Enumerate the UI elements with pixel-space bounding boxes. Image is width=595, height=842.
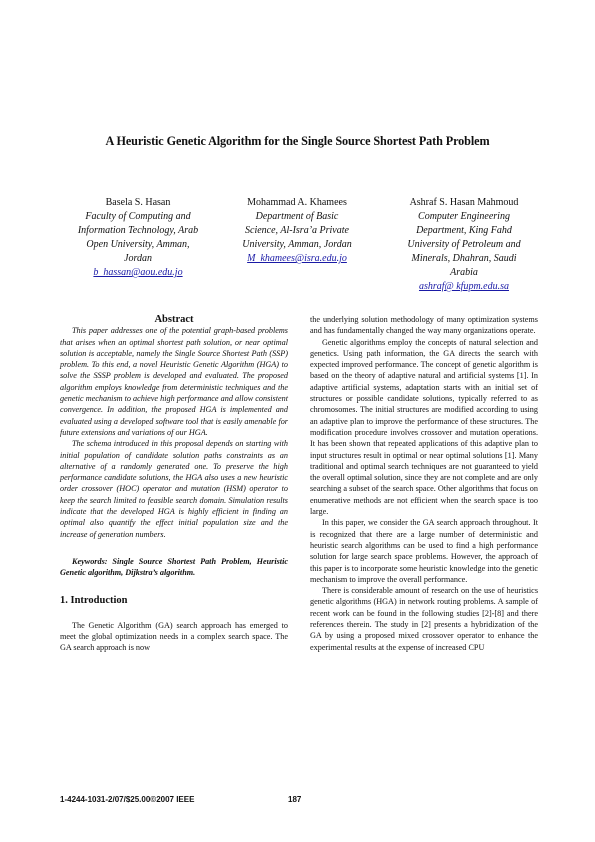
author-affiliation-line: Arabia [450, 267, 478, 278]
abstract-paragraph: The schema introduced in this proposal depends on starting with initial population of candidate solution paths constraints as an alternative of a randomly generated one. To preserve the high performance candidate solutions, the HGA also uses a new heuristic order crossover (HOC) operator and mutation (HSM) operator to keep the search limited to feasible search domain. Simulation results indicate that the developed HGA is highly efficient in finding an optimal also quantify the effect initial population size and the increase of generation numbers. [60, 439, 288, 539]
author-affiliation-line: Open University, Amman, [86, 239, 190, 250]
author-affiliation-line: University, Amman, Jordan [242, 239, 352, 250]
author-affiliation-line: Department of Basic [255, 211, 339, 222]
author-email-link[interactable]: ashraf@ kfupm.edu.sa [418, 281, 510, 292]
author-block-3 [384, 196, 544, 294]
author-email-link[interactable]: b_hassan@aou.edu.jo [93, 267, 183, 278]
body-paragraph: There is considerable amount of research on the use of heuristics genetic algorithms (HGA) in network routing problems. A sample of recent work can be found in the following studies [2]-[8] and there references therein. The study in [2] presents a hybridization of the GA by using a proposed mixed crossover operator to enhance the experimental results at the expense of increased CPU [310, 586, 538, 652]
author-affiliation-line: Information Technology, Arab [77, 225, 199, 236]
author-block-1 [58, 196, 218, 280]
author-affiliation-line: Computer Engineering [418, 211, 510, 222]
section-heading: 1. Introduction [60, 594, 128, 606]
abstract-paragraph: This paper addresses one of the potential graph-based problems that arises when an optimal shortest path solution, or near optimal solution is acceptable, namely the Single Source Shortest Path (SSP) problem. To this end, a novel Heuristic Genetic Algorithm (HGA) to solve the SSSP problem is developed and evaluated. The proposed algorithm employs knowledge from deterministic techniques and the genetic mechanism to achieve high performance and allow consistent convergence. In addition, the proposed HGA is implemented and evaluated using a developed software tool that is easily amenable for future extensions and variations of our HGA. [60, 326, 288, 437]
footer-isbn: 1-4244-1031-2/07/$25.00©2007 IEEE [60, 795, 195, 804]
author-affiliation-line: Minerals, Dhahran, Saudi [411, 253, 517, 264]
author-affiliation-line: University of Petroleum and [407, 239, 521, 250]
body-paragraph: the underlying solution methodology of many optimization systems and has fundamentally changed the way many organizations operate. [310, 315, 538, 336]
author-email-link[interactable]: M_khamees@isra.edu.jo [247, 253, 347, 264]
page-number: 187 [288, 795, 302, 804]
author-name: Basela S. Hasan [105, 197, 171, 208]
author-affiliation-line: Science, Al-Isra’a Private [245, 225, 349, 236]
author-block-2 [226, 196, 368, 266]
author-name: Ashraf S. Hasan Mahmoud [409, 197, 519, 208]
body-paragraph: In this paper, we consider the GA search approach throughout. It is recognized that there are a large number of deterministic and heuristic search algorithms can be used to find a high performance solution for large search space problems. However, the approach of this paper is to incorporate some heuristic knowledge into the genetic mechanism to improve the overall performance. [310, 518, 538, 584]
paper-title: A Heuristic Genetic Algorithm for the Single Source Shortest Path Problem [105, 134, 490, 148]
body-paragraph: The Genetic Algorithm (GA) search approach has emerged to meet the global optimization needs in a complex search space. The GA search approach is now [60, 620, 288, 653]
author-affiliation-line: Department, King Fahd [416, 225, 512, 236]
author-name: Mohammad A. Khamees [247, 197, 347, 208]
abstract-heading: Abstract [154, 314, 194, 325]
keywords: Keywords: Single Source Shortest Path Problem, Heuristic Genetic algorithm, Dijkstra’s algorithm. [60, 556, 288, 578]
left-column [60, 314, 288, 654]
right-column [310, 314, 538, 653]
body-paragraph: Genetic algorithms employ the concepts of natural selection and genetics. Using path information, the GA directs the search with expected improved performance. The concept of genetic algorithm is based on the theory of adaptive natural and artificial systems [1]. In adaptive artificial systems, adaptation starts with an initial set of structures or possible candidate solutions, typically referred to as chromosomes. The initial structures are modified according to using an adaptive plan to improve the performance of these structures. The modification procedure involves crossover and mutation operations. It has been shown that repeated applications of this adaptive plan to input structures result in optimal or near optimal solutions [1]. Many traditional and optimal search techniques are not guaranteed to yield the overall optimal solution, since they are not complete and are only searching a subset of the search space. Other algorithms that focus on enumerative methods are not efficient when the search space is too large. [310, 337, 538, 517]
author-affiliation-line: Jordan [124, 253, 152, 264]
author-affiliation-line: Faculty of Computing and [85, 211, 191, 222]
